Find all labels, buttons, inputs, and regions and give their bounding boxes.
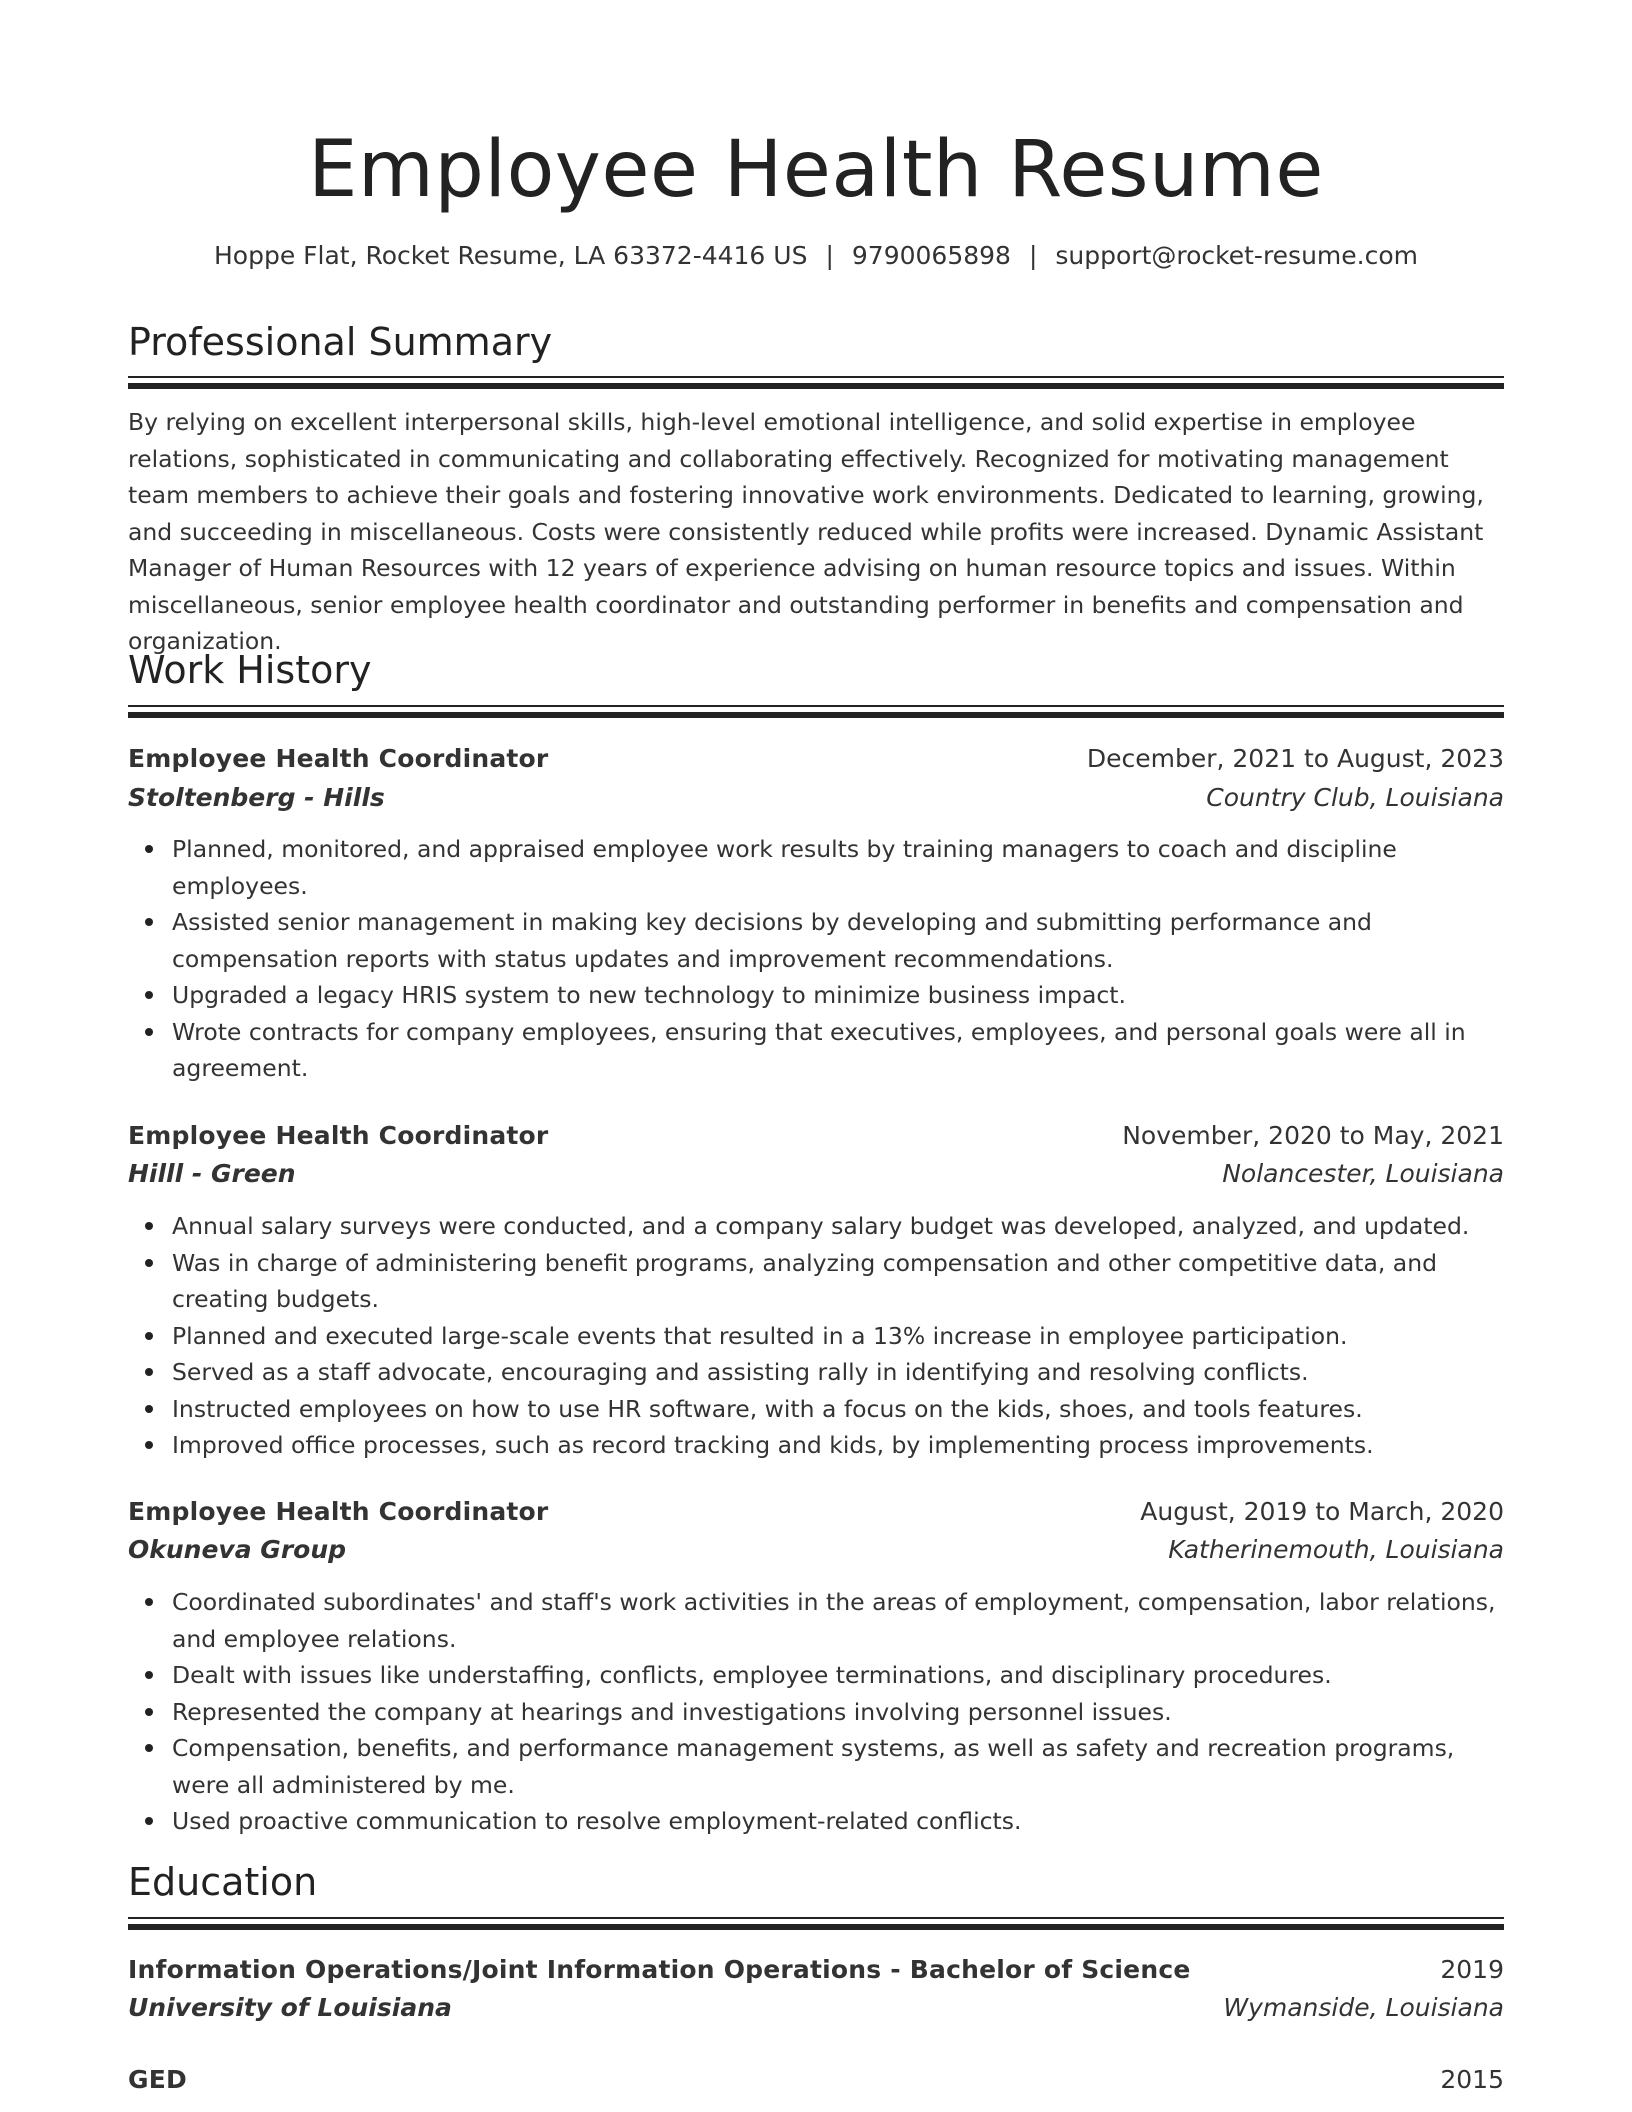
education-degree: GED xyxy=(128,2065,187,2094)
education-school: University of Louisiana xyxy=(128,1993,452,2022)
education-section-title: Education xyxy=(128,1860,318,1904)
education-year: 2015 xyxy=(1440,2065,1504,2094)
job-bullets xyxy=(128,831,1504,1087)
job-title: Employee Health Coordinator xyxy=(128,1121,549,1150)
education-header xyxy=(128,2062,1504,2098)
list-item: Wrote contracts for company employees, ensuring that executives, employees, and personal goals were all in agreement. xyxy=(172,1014,1504,1087)
list-item: Was in charge of administering benefit programs, analyzing compensation and other competitive data, and creating budgets. xyxy=(172,1245,1504,1318)
contact-separator: | xyxy=(825,241,834,270)
job-title: Employee Health Coordinator xyxy=(128,744,549,773)
list-item: Coordinated subordinates' and staff's work activities in the areas of employment, compensation, labor relations, and employee relations. xyxy=(172,1584,1504,1657)
job-header xyxy=(128,1118,1504,1154)
list-item: Improved office processes, such as record tracking and kids, by implementing process improvements. xyxy=(172,1427,1504,1464)
job-location: Nolancester, Louisiana xyxy=(1222,1159,1504,1188)
education-divider xyxy=(128,1917,1504,1930)
list-item: Compensation, benefits, and performance management systems, as well as safety and recreation programs, were all administered by me. xyxy=(172,1730,1504,1803)
work-section-title: Work History xyxy=(128,648,372,692)
job-header xyxy=(128,1494,1504,1530)
education-header xyxy=(128,1952,1504,1988)
job-bullets xyxy=(128,1208,1504,1464)
job-subheader xyxy=(128,780,1504,816)
job-subheader xyxy=(128,1156,1504,1192)
list-item: Planned and executed large-scale events that resulted in a 13% increase in employee participation. xyxy=(172,1318,1504,1355)
list-item: Dealt with issues like understaffing, conflicts, employee terminations, and disciplinary procedures. xyxy=(172,1657,1504,1694)
job-company: Hilll - Green xyxy=(128,1159,296,1188)
resume-name: Employee Health Resume xyxy=(308,125,1324,215)
education-degree: Information Operations/Joint Information Operations - Bachelor of Science xyxy=(128,1955,1191,1984)
job-bullets xyxy=(128,1584,1504,1840)
list-item: Represented the company at hearings and investigations involving personnel issues. xyxy=(172,1694,1504,1731)
job-company: Stoltenberg - Hills xyxy=(128,783,385,812)
job-header xyxy=(128,741,1504,777)
work-divider xyxy=(128,705,1504,718)
contact-address: Hoppe Flat, Rocket Resume, LA 63372-4416 US xyxy=(213,241,808,270)
job-location: Country Club, Louisiana xyxy=(1206,783,1504,812)
job-dates: November, 2020 to May, 2021 xyxy=(1122,1121,1504,1150)
list-item: Assisted senior management in making key decisions by developing and submitting performance and compensation reports with status updates and improvement recommendations. xyxy=(172,904,1504,977)
summary-section-title: Professional Summary xyxy=(128,320,553,364)
education-subheader xyxy=(128,1990,1504,2026)
job-dates: August, 2019 to March, 2020 xyxy=(1140,1497,1504,1526)
contact-line xyxy=(128,238,1504,274)
job-title: Employee Health Coordinator xyxy=(128,1497,549,1526)
job-location: Katherinemouth, Louisiana xyxy=(1168,1535,1504,1564)
education-year: 2019 xyxy=(1440,1955,1504,1984)
job-dates: December, 2021 to August, 2023 xyxy=(1086,744,1504,773)
contact-separator: | xyxy=(1028,241,1038,270)
contact-email: support@rocket-resume.com xyxy=(1055,241,1419,270)
job-company: Okuneva Group xyxy=(128,1535,347,1564)
list-item: Planned, monitored, and appraised employee work results by training managers to coach and discipline employees. xyxy=(172,831,1504,904)
list-item: Upgraded a legacy HRIS system to new technology to minimize business impact. xyxy=(172,977,1504,1014)
list-item: Instructed employees on how to use HR software, with a focus on the kids, shoes, and tools features. xyxy=(172,1391,1504,1428)
job-subheader xyxy=(128,1532,1504,1568)
contact-phone: 9790065898 xyxy=(851,241,1011,270)
summary-divider xyxy=(128,376,1504,389)
list-item: Used proactive communication to resolve employment-related conflicts. xyxy=(172,1803,1504,1840)
list-item: Served as a staff advocate, encouraging and assisting rally in identifying and resolving conflicts. xyxy=(172,1354,1504,1391)
education-location: Wymanside, Louisiana xyxy=(1223,1993,1504,2022)
summary-text: By relying on excellent interpersonal skills, high-level emotional intelligence, and solid expertise in employee relations, sophisticated in communicating and collaborating effectively. Recognized for motivating management team members to achieve their goals and fostering innovative work environments. Dedicated to learning, growing, and succeeding in miscellaneous. Costs were consistently reduced while profits were increased. Dynamic Assistant Manager of Human Resources with 12 years of experience advising on human resource topics and issues. Within miscellaneous, senior employee health coordinator and outstanding performer in benefits and compensation and organization. xyxy=(128,408,1484,655)
list-item: Annual salary surveys were conducted, and a company salary budget was developed, analyzed, and updated. xyxy=(172,1208,1504,1245)
